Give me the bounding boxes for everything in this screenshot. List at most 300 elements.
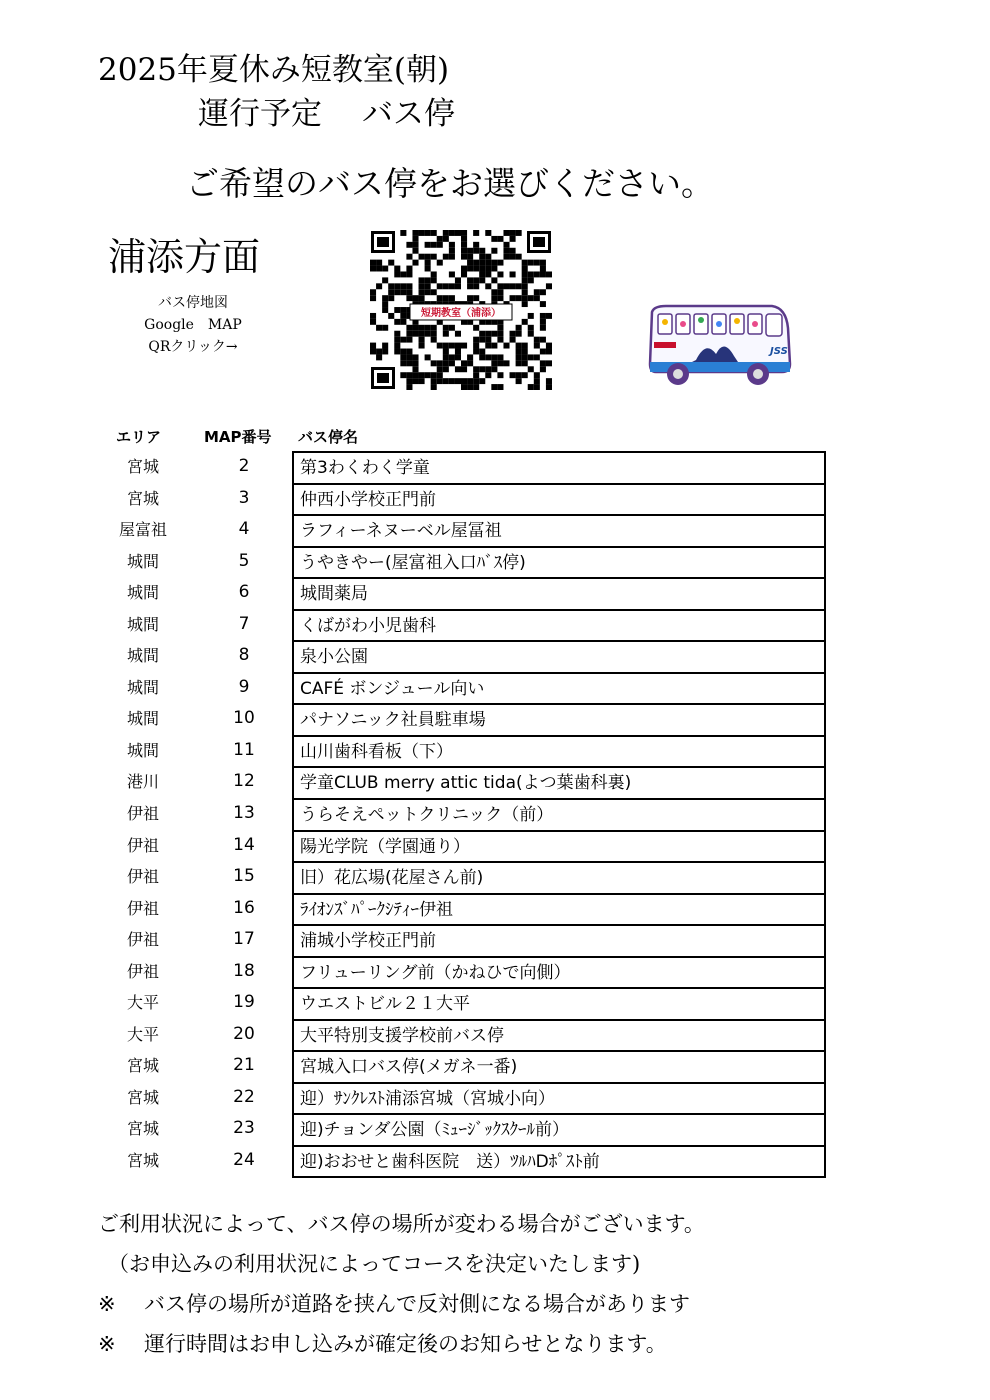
qr-module xyxy=(443,366,449,372)
qr-module xyxy=(455,331,461,337)
qr-module xyxy=(419,378,425,384)
table-row xyxy=(100,577,828,609)
qr-module xyxy=(479,354,485,360)
qr-module xyxy=(376,349,382,355)
cell-area: 宮城 xyxy=(126,1087,159,1107)
qr-module xyxy=(394,343,400,349)
qr-module xyxy=(437,236,443,242)
qr-module xyxy=(370,313,376,319)
qr-module xyxy=(443,343,449,349)
qr-module xyxy=(431,360,437,366)
qr-module xyxy=(497,260,503,266)
qr-module xyxy=(431,289,437,295)
qr-finder-bottom-left xyxy=(371,367,395,389)
qr-module xyxy=(437,343,443,349)
qr-module xyxy=(473,325,479,331)
qr-module xyxy=(510,283,516,289)
qr-module xyxy=(443,283,449,289)
qr-module xyxy=(540,366,546,372)
table-row xyxy=(100,609,828,641)
qr-module xyxy=(376,354,382,360)
qr-module xyxy=(431,271,437,277)
qr-module xyxy=(400,337,406,343)
note-line1: ご利用状況によって、バス停の場所が変わる場合がございます。 xyxy=(98,1212,705,1236)
qr-module xyxy=(370,289,376,295)
qr-module xyxy=(425,242,431,248)
qr-module xyxy=(400,283,406,289)
map-note xyxy=(128,292,258,358)
table-row xyxy=(100,1019,828,1051)
qr-module xyxy=(528,313,534,319)
qr-module xyxy=(406,242,412,248)
cell-stop-name: 泉小公園 xyxy=(292,640,826,672)
qr-module xyxy=(503,343,509,349)
qr-module xyxy=(370,319,376,325)
cell-stop-name: 陽光学院（学園通り） xyxy=(292,830,826,862)
note-line4 xyxy=(98,1324,705,1364)
qr-module xyxy=(534,295,540,301)
qr-module xyxy=(431,242,437,248)
table-row xyxy=(100,956,828,988)
qr-module xyxy=(461,271,467,277)
qr-module xyxy=(522,349,528,355)
qr-module xyxy=(443,295,449,301)
qr-module xyxy=(443,331,449,337)
note-mark: ※ xyxy=(98,1332,116,1356)
cell-map-number: 21 xyxy=(233,1055,255,1076)
cell-stop-name: 学童CLUB merry attic tida(よつ葉歯科裏) xyxy=(292,766,826,798)
qr-module xyxy=(510,254,516,260)
qr-module xyxy=(431,277,437,283)
qr-module xyxy=(516,295,522,301)
qr-module xyxy=(534,372,540,378)
qr-module xyxy=(376,266,382,272)
qr-module xyxy=(425,325,431,331)
qr-module xyxy=(419,372,425,378)
qr-module xyxy=(479,277,485,283)
qr-module xyxy=(485,343,491,349)
cell-stop-name: くばがわ小児歯科 xyxy=(292,609,826,641)
qr-module xyxy=(425,372,431,378)
qr-module xyxy=(425,266,431,272)
qr-module xyxy=(400,372,406,378)
qr-module xyxy=(516,325,522,331)
table-row xyxy=(100,451,828,483)
qr-module xyxy=(473,337,479,343)
qr-module xyxy=(528,295,534,301)
cell-area: 伊祖 xyxy=(126,867,159,887)
qr-module xyxy=(400,354,406,360)
qr-module xyxy=(540,325,546,331)
qr-module xyxy=(534,337,540,343)
qr-module xyxy=(497,271,503,277)
cell-map-number: 13 xyxy=(233,803,255,824)
cell-stop-name: 迎)おおせと歯科医院 送）ﾂﾙﾊDﾎﾟｽﾄ前 xyxy=(292,1145,826,1178)
qr-module xyxy=(419,283,425,289)
qr-module xyxy=(406,289,412,295)
qr-module xyxy=(437,283,443,289)
title-line2-busstop: バス停 xyxy=(362,96,455,132)
cell-stop-name: 宮城入口バス停(メガネ一番) xyxy=(292,1050,826,1082)
qr-module xyxy=(528,331,534,337)
qr-module xyxy=(412,295,418,301)
qr-module xyxy=(406,349,412,355)
qr-module xyxy=(473,260,479,266)
qr-module xyxy=(437,242,443,248)
qr-module xyxy=(443,230,449,236)
qr-module xyxy=(485,331,491,337)
qr-module xyxy=(540,313,546,319)
qr-module xyxy=(485,260,491,266)
qr-module xyxy=(522,277,528,283)
qr-module xyxy=(461,230,467,236)
qr-module xyxy=(455,366,461,372)
cell-area: 大平 xyxy=(126,993,159,1013)
note-mark: ※ xyxy=(98,1292,116,1316)
qr-module xyxy=(388,289,394,295)
qr-module xyxy=(449,248,455,254)
qr-module xyxy=(406,337,412,343)
qr-module xyxy=(394,307,400,313)
qr-module xyxy=(455,343,461,349)
qr-code[interactable] xyxy=(370,230,552,390)
qr-module xyxy=(491,354,497,360)
qr-module xyxy=(467,354,473,360)
qr-module xyxy=(449,254,455,260)
qr-module xyxy=(522,372,528,378)
qr-module xyxy=(534,289,540,295)
qr-module xyxy=(534,271,540,277)
qr-module xyxy=(479,331,485,337)
title-line1: 2025年夏休み短教室(朝) xyxy=(98,52,450,88)
qr-module xyxy=(394,271,400,277)
qr-module xyxy=(412,378,418,384)
table-row xyxy=(100,514,828,546)
qr-module xyxy=(412,260,418,266)
qr-module xyxy=(497,289,503,295)
table-row xyxy=(100,798,828,830)
title-line2 xyxy=(198,88,455,133)
table-row xyxy=(100,640,828,672)
cell-area: 伊祖 xyxy=(126,961,159,981)
qr-module xyxy=(406,266,412,272)
qr-module xyxy=(497,325,503,331)
cell-stop-name: 城間薬局 xyxy=(292,577,826,609)
qr-module xyxy=(388,260,394,266)
table-row xyxy=(100,546,828,578)
qr-module xyxy=(449,354,455,360)
cell-area: 宮城 xyxy=(126,488,159,508)
qr-module xyxy=(473,248,479,254)
qr-module xyxy=(443,254,449,260)
cell-stop-name: ﾗｲｵﾝｽﾞﾊﾟｰｸｼﾃｨｰ伊祖 xyxy=(292,893,826,925)
qr-module xyxy=(437,378,443,384)
qr-module xyxy=(479,266,485,272)
qr-module xyxy=(473,266,479,272)
cell-map-number: 19 xyxy=(233,992,255,1013)
qr-module xyxy=(388,295,394,301)
qr-module xyxy=(497,384,503,390)
qr-module xyxy=(479,260,485,266)
qr-module xyxy=(491,260,497,266)
cell-map-number: 20 xyxy=(233,1023,255,1044)
qr-module xyxy=(419,331,425,337)
cell-stop-name: 第3わくわく学童 xyxy=(292,451,826,483)
qr-module xyxy=(467,266,473,272)
notes xyxy=(98,1204,705,1364)
cell-area: 宮城 xyxy=(126,457,159,476)
qr-module xyxy=(510,372,516,378)
qr-module xyxy=(431,325,437,331)
cell-map-number: 4 xyxy=(238,519,250,540)
qr-module xyxy=(510,230,516,236)
qr-module xyxy=(461,242,467,248)
table-row xyxy=(100,703,828,735)
qr-module xyxy=(406,354,412,360)
cell-stop-name: CAFÉ ボンジュール向い xyxy=(292,672,826,704)
qr-module xyxy=(455,378,461,384)
qr-module xyxy=(443,378,449,384)
qr-module xyxy=(394,289,400,295)
qr-module xyxy=(540,349,546,355)
qr-module xyxy=(485,354,491,360)
qr-module xyxy=(425,230,431,236)
cell-map-number: 24 xyxy=(233,1150,255,1171)
qr-module xyxy=(510,236,516,242)
qr-module xyxy=(491,384,497,390)
qr-module xyxy=(461,366,467,372)
cell-stop-name: 浦城小学校正門前 xyxy=(292,924,826,956)
qr-module xyxy=(443,360,449,366)
qr-module xyxy=(528,271,534,277)
cell-map-number: 8 xyxy=(238,645,250,666)
qr-module xyxy=(479,248,485,254)
qr-module xyxy=(540,337,546,343)
qr-module xyxy=(419,325,425,331)
qr-module xyxy=(473,230,479,236)
cell-stop-name: 迎）ｻﾝｸﾚｽﾄ浦添宮城（宮城小向） xyxy=(292,1082,826,1114)
qr-module xyxy=(382,325,388,331)
qr-module xyxy=(449,230,455,236)
qr-module xyxy=(437,360,443,366)
qr-module xyxy=(437,295,443,301)
bus-stop-table xyxy=(100,451,828,1177)
qr-module xyxy=(412,236,418,242)
qr-module xyxy=(431,384,437,390)
qr-module xyxy=(546,343,552,349)
qr-module xyxy=(461,236,467,242)
cell-map-number: 10 xyxy=(233,708,255,729)
qr-module xyxy=(479,349,485,355)
qr-module xyxy=(425,289,431,295)
qr-module xyxy=(467,283,473,289)
cell-stop-name: フリューリング前（かねひで向側） xyxy=(292,956,826,988)
qr-module xyxy=(388,283,394,289)
qr-module xyxy=(382,349,388,355)
qr-module xyxy=(412,360,418,366)
qr-module xyxy=(516,349,522,355)
qr-module xyxy=(394,266,400,272)
cell-area: 城間 xyxy=(126,740,159,760)
header-area: エリア xyxy=(116,428,162,446)
qr-module xyxy=(394,349,400,355)
qr-module xyxy=(406,360,412,366)
qr-module xyxy=(412,248,418,254)
cell-map-number: 3 xyxy=(238,487,250,508)
title-line2-schedule: 運行予定 xyxy=(198,96,322,132)
qr-module xyxy=(467,384,473,390)
cell-map-number: 14 xyxy=(233,834,255,855)
qr-module xyxy=(503,248,509,254)
bus-logo: JSS xyxy=(770,346,788,357)
cell-stop-name: 迎)チョンダ公園（ﾐｭｰｼﾞｯｸｽｸｰﾙ前） xyxy=(292,1113,826,1145)
qr-module xyxy=(491,331,497,337)
qr-module xyxy=(412,366,418,372)
header-stop-name: バス停名 xyxy=(298,428,359,446)
qr-module xyxy=(516,378,522,384)
qr-module xyxy=(419,230,425,236)
qr-module xyxy=(528,260,534,266)
qr-module xyxy=(497,236,503,242)
cell-map-number: 6 xyxy=(238,582,250,603)
qr-module xyxy=(503,242,509,248)
qr-module xyxy=(449,283,455,289)
qr-module xyxy=(431,372,437,378)
qr-module xyxy=(522,301,528,307)
cell-area: 城間 xyxy=(126,614,159,634)
qr-module xyxy=(491,277,497,283)
table-row xyxy=(100,1082,828,1114)
qr-module xyxy=(516,230,522,236)
qr-module xyxy=(528,354,534,360)
table-row xyxy=(100,1145,828,1177)
qr-module xyxy=(394,319,400,325)
qr-module xyxy=(491,366,497,372)
qr-module xyxy=(370,266,376,272)
qr-module xyxy=(376,283,382,289)
qr-module xyxy=(510,331,516,337)
qr-module xyxy=(473,372,479,378)
header-map-number: MAP番号 xyxy=(204,428,272,446)
qr-module xyxy=(528,277,534,283)
map-note-line3: QRクリック→ xyxy=(148,339,238,355)
qr-module xyxy=(546,283,552,289)
qr-module xyxy=(394,337,400,343)
table-row xyxy=(100,1113,828,1145)
cell-area: 伊祖 xyxy=(126,898,159,918)
qr-module xyxy=(497,360,503,366)
qr-module xyxy=(443,325,449,331)
qr-module xyxy=(522,283,528,289)
table-row xyxy=(100,893,828,925)
qr-module xyxy=(412,325,418,331)
qr-module xyxy=(528,384,534,390)
qr-module xyxy=(546,271,552,277)
qr-module xyxy=(503,230,509,236)
qr-module xyxy=(400,313,406,319)
qr-module xyxy=(497,295,503,301)
qr-module xyxy=(406,295,412,301)
qr-module xyxy=(522,354,528,360)
cell-map-number: 9 xyxy=(238,676,250,697)
qr-module xyxy=(449,325,455,331)
qr-module xyxy=(394,283,400,289)
qr-module xyxy=(510,271,516,277)
qr-module xyxy=(406,331,412,337)
qr-module xyxy=(443,236,449,242)
qr-module xyxy=(491,289,497,295)
qr-label: 短期教室（浦添） xyxy=(421,308,501,319)
note-line3-text: バス停の場所が道路を挟んで反対側になる場合があります xyxy=(144,1292,690,1316)
note-line3 xyxy=(98,1284,705,1324)
qr-module xyxy=(534,343,540,349)
qr-module xyxy=(485,337,491,343)
qr-module xyxy=(461,384,467,390)
qr-module xyxy=(540,266,546,272)
table-row xyxy=(100,924,828,956)
qr-module xyxy=(522,266,528,272)
qr-module xyxy=(491,248,497,254)
cell-area: 屋富祖 xyxy=(118,520,167,540)
qr-module xyxy=(455,277,461,283)
qr-module xyxy=(516,354,522,360)
qr-module xyxy=(522,343,528,349)
qr-module xyxy=(419,289,425,295)
cell-area: 宮城 xyxy=(126,1056,159,1076)
qr-module xyxy=(419,295,425,301)
qr-module xyxy=(510,248,516,254)
qr-module xyxy=(546,384,552,390)
qr-module xyxy=(491,360,497,366)
qr-finder-top-right xyxy=(527,231,551,253)
qr-module xyxy=(467,360,473,366)
qr-module xyxy=(455,354,461,360)
qr-module xyxy=(400,319,406,325)
qr-module xyxy=(473,283,479,289)
table-row xyxy=(100,766,828,798)
qr-module xyxy=(455,230,461,236)
instruction-text: ご希望のバス停をお選びください。 xyxy=(186,164,714,203)
qr-module xyxy=(461,254,467,260)
qr-module xyxy=(479,337,485,343)
bus-illustration xyxy=(646,302,792,392)
qr-module xyxy=(473,378,479,384)
qr-module xyxy=(497,372,503,378)
cell-map-number: 12 xyxy=(233,771,255,792)
cell-map-number: 17 xyxy=(233,929,255,950)
qr-module xyxy=(437,372,443,378)
qr-module xyxy=(400,230,406,236)
qr-module xyxy=(449,343,455,349)
qr-module xyxy=(497,337,503,343)
qr-module xyxy=(522,260,528,266)
cell-area: 宮城 xyxy=(126,1119,159,1139)
qr-module xyxy=(376,260,382,266)
qr-module xyxy=(503,360,509,366)
qr-module xyxy=(382,343,388,349)
qr-module xyxy=(370,295,376,301)
qr-module xyxy=(461,248,467,254)
qr-module xyxy=(443,354,449,360)
qr-module xyxy=(419,343,425,349)
table-row xyxy=(100,830,828,862)
cell-map-number: 11 xyxy=(233,739,255,760)
qr-module xyxy=(534,354,540,360)
qr-module xyxy=(467,277,473,283)
qr-module xyxy=(406,372,412,378)
qr-module xyxy=(485,283,491,289)
cell-map-number: 7 xyxy=(238,613,250,634)
